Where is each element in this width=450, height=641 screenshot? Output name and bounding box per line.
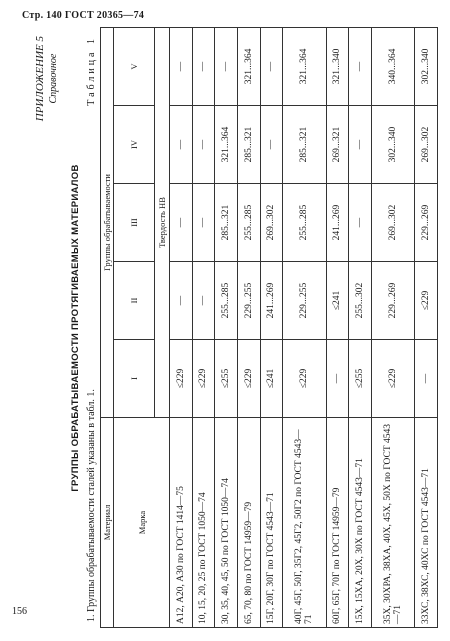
value-cell: — — [192, 106, 215, 184]
value-cell: — — [260, 106, 283, 184]
column-header: II — [114, 262, 155, 340]
value-cell: 229...269 — [371, 262, 414, 340]
value-cell: 302...340 — [371, 106, 414, 184]
value-cell: 255...285 — [283, 184, 326, 262]
value-cell: 255...302 — [349, 262, 372, 340]
table-row — [170, 27, 193, 627]
machinability-table — [100, 27, 438, 628]
value-cell: ≤229 — [371, 340, 414, 418]
mark-cell: 30, 35, 40, 45, 50 по ГОСТ 1050—74 — [215, 418, 238, 628]
value-cell: ≤229 — [170, 340, 193, 418]
value-cell: — — [170, 184, 193, 262]
column-header: V — [114, 27, 155, 105]
table-row — [415, 27, 438, 627]
appendix-title: ПРИЛОЖЕНИЕ 5 — [34, 36, 46, 122]
value-cell: — — [349, 106, 372, 184]
value-cell: ≤241 — [326, 262, 349, 340]
table-row — [260, 27, 283, 627]
value-cell: — — [260, 27, 283, 105]
value-cell: — — [170, 27, 193, 105]
table-row — [283, 27, 326, 627]
value-cell: ≤229 — [415, 262, 438, 340]
mark-header: Марка — [114, 418, 170, 628]
value-cell: — — [170, 262, 193, 340]
mark-cell: 65, 70, 80 по ГОСТ 14959—79 — [237, 418, 260, 628]
value-cell: 285...321 — [237, 106, 260, 184]
value-cell: — — [215, 27, 238, 105]
value-cell: 321...340 — [326, 27, 349, 105]
column-header: IV — [114, 106, 155, 184]
value-cell: 340...364 — [371, 27, 414, 105]
appendix-subtitle: Справочное — [48, 53, 59, 104]
value-cell: 229...255 — [283, 262, 326, 340]
table-label: Таблица 1 — [86, 36, 97, 106]
value-cell: 321...364 — [283, 27, 326, 105]
hardness-header: Твердость НВ — [155, 27, 170, 417]
value-cell: — — [415, 340, 438, 418]
intro-text: 1. Группы обрабатываемости сталей указаны в табл. 1. — [86, 389, 97, 622]
value-cell: 321...364 — [215, 106, 238, 184]
table-row — [192, 27, 215, 627]
value-cell: 255...285 — [237, 184, 260, 262]
value-cell: 241...269 — [260, 262, 283, 340]
value-cell: — — [349, 27, 372, 105]
value-cell: ≤229 — [283, 340, 326, 418]
value-cell: 285...321 — [215, 184, 238, 262]
table-row — [326, 27, 349, 627]
page-number: 156 — [12, 606, 27, 617]
material-header: Материал — [101, 418, 114, 628]
value-cell: 285...321 — [283, 106, 326, 184]
value-cell: 269...302 — [415, 106, 438, 184]
mark-cell: 10, 15, 20, 25 по ГОСТ 1050—74 — [192, 418, 215, 628]
group-header: Группы обрабатываемости — [101, 27, 114, 417]
appendix-block — [34, 36, 60, 121]
value-cell: ≤241 — [260, 340, 283, 418]
value-cell: 229...269 — [415, 184, 438, 262]
page-header: Стр. 140 ГОСТ 20365—74 — [22, 10, 145, 21]
column-header: III — [114, 184, 155, 262]
mark-cell: 15Х, 15ХА, 20Х, 30Х по ГОСТ 4543—71 — [349, 418, 372, 628]
value-cell: 321...364 — [237, 27, 260, 105]
table-row — [237, 27, 260, 627]
column-header: I — [114, 340, 155, 418]
table-row — [349, 27, 372, 627]
mark-cell: 15Г, 20Г, 30Г по ГОСТ 4543—71 — [260, 418, 283, 628]
value-cell: 269...302 — [371, 184, 414, 262]
value-cell: ≤229 — [192, 340, 215, 418]
rotated-page-content — [34, 28, 444, 628]
value-cell: 302...340 — [415, 27, 438, 105]
value-cell: 269...321 — [326, 106, 349, 184]
mark-cell: 60Г, 65Г, 70Г по ГОСТ 14959—79 — [326, 418, 349, 628]
document-title: ГРУППЫ ОБРАБАТЫВАЕМОСТИ ПРОТЯГИВАЕМЫХ МАТЕРИАЛОВ — [70, 164, 81, 492]
table-row — [215, 27, 238, 627]
table-row — [371, 27, 414, 627]
value-cell: — — [192, 262, 215, 340]
mark-cell: 33ХС, 38ХС, 40ХС по ГОСТ 4543—71 — [415, 418, 438, 628]
value-cell: — — [192, 184, 215, 262]
value-cell: — — [326, 340, 349, 418]
value-cell: 269...302 — [260, 184, 283, 262]
value-cell: 229...255 — [237, 262, 260, 340]
mark-cell: 35Х, 30ХРА, 38ХА, 40Х, 45Х, 50Х по ГОСТ 4543—71 — [371, 418, 414, 628]
mark-cell: А12, А20, А30 по ГОСТ 1414—75 — [170, 418, 193, 628]
value-cell: 255...285 — [215, 262, 238, 340]
value-cell: — — [192, 27, 215, 105]
value-cell: — — [170, 106, 193, 184]
value-cell: ≤229 — [237, 340, 260, 418]
value-cell: — — [349, 184, 372, 262]
value-cell: ≤255 — [349, 340, 372, 418]
value-cell: 241...269 — [326, 184, 349, 262]
mark-cell: 40Г, 45Г, 50Г, 35Г2, 45Г2, 50Г2 по ГОСТ 4543—71 — [283, 418, 326, 628]
value-cell: ≤255 — [215, 340, 238, 418]
